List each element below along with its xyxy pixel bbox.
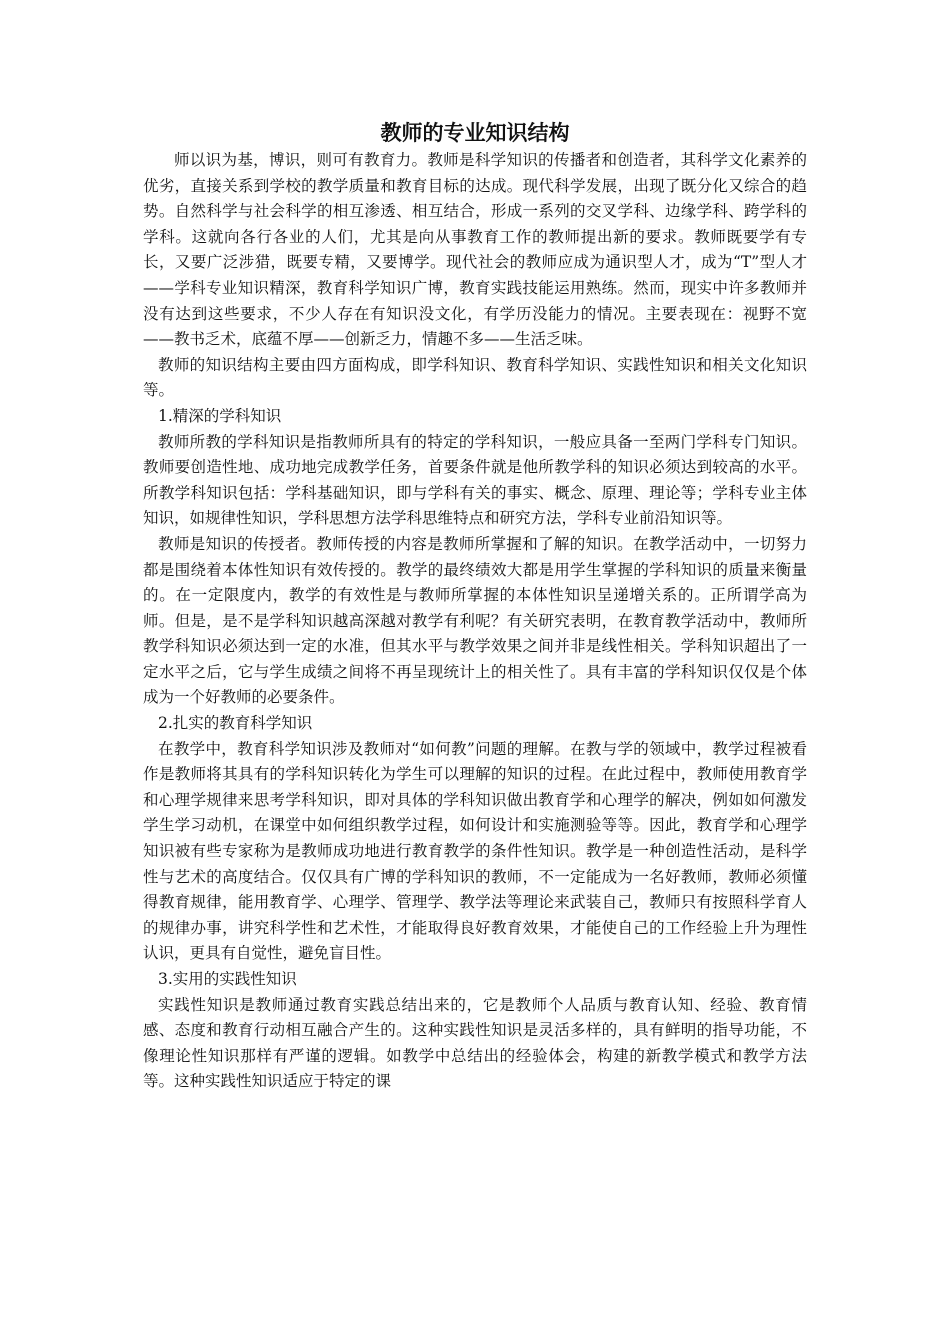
section-heading-education-science: 2.扎实的教育科学知识: [158, 714, 313, 733]
overview-paragraph: 教师的知识结构主要由四方面构成，即学科知识、教育科学知识、实践性知识和相关文化知识等。: [143, 355, 807, 400]
document-page: [143, 118, 807, 1095]
document-title: 教师的专业知识结构: [380, 120, 570, 145]
section-paragraph: 实践性知识是教师通过教育实践总结出来的，它是教师个人品质与教育认知、经验、教育情感、态度和教育行动相互融合产生的。这种实践性知识是灵活多样的，具有鲜明的指导功能，不像理论性知识那样有严谨的逻辑。如教学中总结出的经验体会，构建的新教学模式和教学方法等。这种实践性知识适应于特定的课: [143, 995, 807, 1091]
section-paragraph: 教师所教的学科知识是指教师所具有的特定的学科知识，一般应具备一至两门学科专门知识。教师要创造性地、成功地完成教学任务，首要条件就是他所教学科的知识必须达到较高的水平。所教学科知识包括：学科基础知识，即与学科有关的事实、概念、原理、理论等；学科专业主体知识，如规律性知识，学科思想方法学科思维特点和研究方法，学科专业前沿知识等。: [143, 432, 807, 528]
intro-paragraph: 师以识为基，博识，则可有教育力。教师是科学知识的传播者和创造者，其科学文化素养的优劣，直接关系到学校的教学质量和教育目标的达成。现代科学发展，出现了既分化又综合的趋势。自然科学与社会科学的相互渗透、相互结合，形成一系列的交叉学科、边缘学科、跨学科的学科。这就向各行各业的人们，尤其是向从事教育工作的教师提出新的要求。教师既要学有专长，又要广泛涉猎，既要专精，又要博学。现代社会的教师应成为通识型人才，成为“T”型人才——学科专业知识精深，教育科学知识广博，教育实践技能运用熟练。然而，现实中许多教师并没有达到这些要求，不少人存在有知识没文化，有学历没能力的情况。主要表现在：视野不宽——教书乏术，底蕴不厚——创新乏力，情趣不多——生活乏味。: [143, 151, 807, 349]
section-paragraph: 教师是知识的传授者。教师传授的内容是教师所掌握和了解的知识。在教学活动中，一切努力都是围绕着本体性知识有效传授的。教学的最终绩效大都是用学生掌握的学科知识的质量来衡量的。在一定限度内，教学的有效性是与教师所掌握的本体性知识呈递增关系的。正所谓学高为师。但是，是不是学科知识越高深越对教学有利呢？有关研究表明，在教育教学活动中，教师所教学科知识必须达到一定的水准，但其水平与教学效果之间并非是线性相关。学科知识超出了一定水平之后，它与学生成绩之间将不再呈现统计上的相关性了。具有丰富的学科知识仅仅是个体成为一个好教师的必要条件。: [143, 534, 807, 707]
section-heading-subject-knowledge: 1.精深的学科知识: [158, 406, 282, 425]
section-paragraph: 在教学中，教育科学知识涉及教师对“如何教”问题的理解。在教与学的领域中，教学过程被看作是教师将其具有的学科知识转化为学生可以理解的知识的过程。在此过程中，教师使用教育学和心理学规律来思考学科知识，即对具体的学科知识做出教育学和心理学的解决，例如如何激发学生学习动机，在课堂中如何组织教学过程，如何设计和实施测验等等。因此，教育学和心理学知识被有些专家称为是教师成功地进行教育教学的条件性知识。教学是一种创造性活动，是科学性与艺术的高度结合。仅仅具有广博的学科知识的教师，不一定能成为一名好教师，教师必须懂得教育规律，能用教育学、心理学、管理学、教学法等理论来武装自己，教师只有按照科学育人的规律办事，讲究科学性和艺术性，才能取得良好教育效果，才能使自己的工作经验上升为理性认识，更具有自觉性，避免盲目性。: [143, 739, 807, 963]
section-heading-practical-knowledge: 3.实用的实践性知识: [158, 970, 297, 988]
